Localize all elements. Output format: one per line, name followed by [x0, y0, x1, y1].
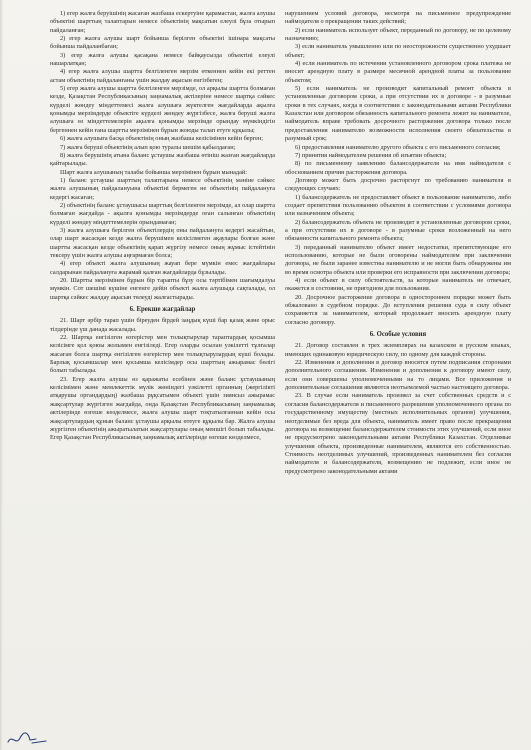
paragraph: 23. В случае если наниматель произвел за счет собственных средств и с согласия балансодержателя и письменного разрешения уполномоченного органа по государственному имуществу (местных исполнительных органов) улучшения, неотделимые без вреда для объекта, наниматель имеет право после прекращения договора на возмещение балансодержателем стоимости этих улучшений, если иное не предусмотрено законодательными актами Республики Казахстан. Отделимые улучшения объекта, произведенные нанимателем, являются его собственностью. Стоимость неотделимых улучшений, произведенных нанимателем без согласия наймодателя и балансодержателя, возмещению не подлежит, если иное не предусмотрено законодательными актами: [285, 392, 511, 475]
paragraph: 4) егер жалға алушы шартта белгіленген мерзім өткеннен кейін екі реттен астам объектінің пайдаланғаны үшін жалдау ақысын енгізбеген;: [50, 68, 275, 84]
paragraph: 6) предоставления нанимателю другого объекта с его письменного согласия;: [295, 143, 501, 151]
handwritten-signature: [6, 728, 50, 748]
paragraph: 5) если наниматель не производит капитальный ремонт объекта в установленные договором сроки, а при отсутствии их в договоре - в разумные сроки в тех случаях, когда в соответствии с законодательными актами Республики Казахстан или договором обязанность капитального ремонта лежит на нанимателе, наймодатель вправе требовать досрочного расторжения договора только после предоставления нанимателю возможности исполнения своего обязательства в разумный срок;: [285, 85, 511, 143]
paragraph: Договор может быть досрочно расторгнут по требованию нанимателя в следующих случаях:: [285, 176, 511, 193]
paragraph: 23. Егер жалға алушы өз қаражаты есебінен және баланс ұстаушының келісімімен және мемлекеттік мүлік жөніндегі уәкілетті органның (жергілікті атқарушы органдардың) жазбаша рұқсатымен объекті үшін зиянсыз ажырамас жақсартулар жүргізген жағдайда, онда Қазақстан Республикасының заңнамалық актілерінде өзгеше көзделмесе, жалға алушы шарт тоқтатылғаннан кейін осы жақсартулардың құнын баланс ұстаушы арқылы өтеуге құқылы бар. Жалға алушы жүргізген объектінің ажыратылатын жақсартулары оның меншігі болып табылады. Егер Қазақстан Республикасының заңнамалық актілерінде өзгеше көзделмесе,: [50, 375, 275, 442]
paragraph: 3) жалға алушыға берілген объектілердің оны пайдалануға кедергі жасайтын, олар шарт жасасқан кезде жалға берушімен келісілмеген ақаулары болған және шартты жасасқан кезде объектінің қарап жүргізу немесе оның жұмыс істейтінін тексеру үшін жалға алушы аңғармаған болса;: [50, 226, 275, 259]
paragraph: 1) балансодержатель не предоставляет объект в пользование нанимателю, либо создает препятствия пользованию объектом в соответствии с условиями договора или назначением объекта;: [285, 193, 511, 218]
paragraph: 20. Шартты мерзімінен бұрын бір тарапты бұзу осы тәртібімен шағымдалуы мүмкін. Сот шешімі күшіне енгенге дейін объекті жалға алушыда сақталады, ол шартқа сәйкес жалдау ақысын төлеуді жалғастырады.: [50, 277, 275, 301]
paragraph: 2) егер жалға алушы шарт бойынша берілген объектіні ішінара мақсаты бойынша пайдаланбаған;: [50, 35, 275, 51]
paragraph: 3) если наниматель умышленно или по неосторожности существенно ухудшает объект;: [285, 43, 511, 59]
paragraph: 4) если наниматель по истечении установленного договором срока платежа не вносит арендную плату в размере месячной арендной платы за пользование объектом;: [285, 60, 511, 84]
paragraph: 7) принятия наймодателем решения об изъятии объекта;: [295, 151, 447, 159]
paragraph: 5) егер жалға алушы шартта белгіленген мерзімде, ол арқылы шартта болмаған кезде, Қазақстан Республикасының заңнамалық актілеріне немесе шартқа сәйкес күрделі жөндеу міндеттемесі жалға алушыға жүктелген жағдайларда ақылға қонымды мерзімдерде объектіге күрделі жөндеу жүргізбесе, жалға беруші жалға алушыға өз міндеттемелерін ақылға қонымды мерзімде орындау мүмкіндігін бергеннен кейін ғана шартты мерзімінен бұрын жоюды талап етуге құқылы;: [50, 85, 275, 134]
paragraph: 3) егер жалға алушы қасақана немесе байқаусызда объектіні елеулі нашарлатқан;: [50, 51, 275, 68]
paragraph: 2) балансодержатель объекта не производит в установленные договором сроки, а при отсутствии их в договоре - в разумные сроки возложенный на него обязанности капитального ремонта объекта;: [285, 218, 511, 243]
paragraph: 8) жалға берушінің атына баланс ұстаушы жазбаша өтініш жазған жағдайларда қайтарылады.: [50, 151, 275, 168]
paragraph: 22. Шартқа енгізілген өзгерістер мен толықтырулар тараптардың қосымша келісімге қол қоюы жолымен енгізіледі. Егер оларды осылан уәкілетті тұлғалар жасаған болса шартқа енгізілген өзгерістер мен толықтырулардың күші болады. Барлық қосымшалар мен қосымша келісімдер осы шарттың ажырамас бөлігі болып табылады.: [50, 334, 275, 375]
paragraph: 1) баланс ұстаушы шарттың талаптарына немесе объектінің мәніне сәйкес жалға алушының пайдалануына объектіні бермеген не объектінің пайдалануға кедергі жасаған;: [50, 176, 275, 201]
paragraph: 7) жалға беруші объектінің алып қою туралы шешім қабылдаған;: [60, 143, 236, 151]
section-title: 6. Особые условия: [369, 331, 427, 339]
paragraph: 4) если объект в силу обстоятельств, за которые наниматель не отвечает, окажется в состоянии, не пригодном для пользования.: [285, 277, 511, 293]
paragraph: 21. Договор составлен в трех экземплярах на казахском и русском языках, имеющих одинаковую юридическую силу, по одному для каждой стороны.: [285, 342, 511, 358]
paragraph: 3) переданный нанимателю объект имеет недостатки, препятствующие его использованию, которые не были оговорены наймодателем при заключении договора, не были заранее известны нанимателю и не могли быть обнаружены им во время осмотра объекта или проверки его исправности при заключении договора;: [285, 243, 511, 276]
paragraph: 6) жалға алушыға басқа объектінің оның жазбаша келісімінен кейін берген;: [60, 135, 264, 143]
paragraph: 20. Досрочное расторжение договора в одностороннем порядке может быть обжаловано в судебном порядке. До вступления решения суда в силу объект сохраняется за нанимателем, который продолжает вносить арендную плату согласно договору.: [285, 293, 511, 326]
kazakh-column: [50, 10, 275, 443]
section-title: 6. Ерекше жағдайлар: [129, 306, 196, 314]
paragraph: 22. Изменения и дополнения в договор вносятся путем подписания сторонами дополнительного соглашения. Изменения и дополнения к договору имеют силу, если они совершены уполномоченными на то лицами. Все приложения и дополнительные соглашения являются неотъемлемой частью настоящего договора.: [285, 359, 511, 392]
paragraph: 2) объектінің баланс ұстаушысы шарттың белгіленген мерзімде, ал олар шартта болмаған жағдайда - ақылға қонымды мерзімдерде оған салынған объектінің күрделі жөндеу міндеттемелерін орындамаған;: [50, 201, 275, 226]
paragraph: 8) по письменному заявлению балансодержателя на имя наймодателя с обоснованием причин расторжения договора.: [285, 160, 511, 176]
paragraph: нарушением условий договора, несмотря на письменное предупреждение наймодателя о прекращении таких действий;: [285, 10, 511, 26]
paragraph: Шарт жалға алушының талабы бойынша мерзімінен бұрын мынадай:: [60, 168, 248, 176]
paragraph: 1) егер жалға беруішінің жасаған жазбаша ескертуіне қарамастан, жалға алушы объектіні шарттың талаптарын немесе объектінің мақсатын елеулі бұза отырып пайдаланған;: [50, 10, 275, 34]
paragraph: 21. Шарт әрбір тарап үшін біреуден бірдей заңдық күші бар қазақ және орыс тілдерінде үш данада жасалады.: [50, 317, 275, 333]
scan-edge: [0, 0, 3, 750]
paragraph: 4) егер объекті жалға алушының жауап бере мүмкін емес жағдайлары салдарынан пайдалануға жарамай қалған жағдайларда бұзылады.: [50, 260, 275, 276]
paragraph: 2) если наниматель использует объект, переданный по договору, не по целевому назначению;: [285, 26, 511, 43]
russian-column: [285, 10, 511, 476]
